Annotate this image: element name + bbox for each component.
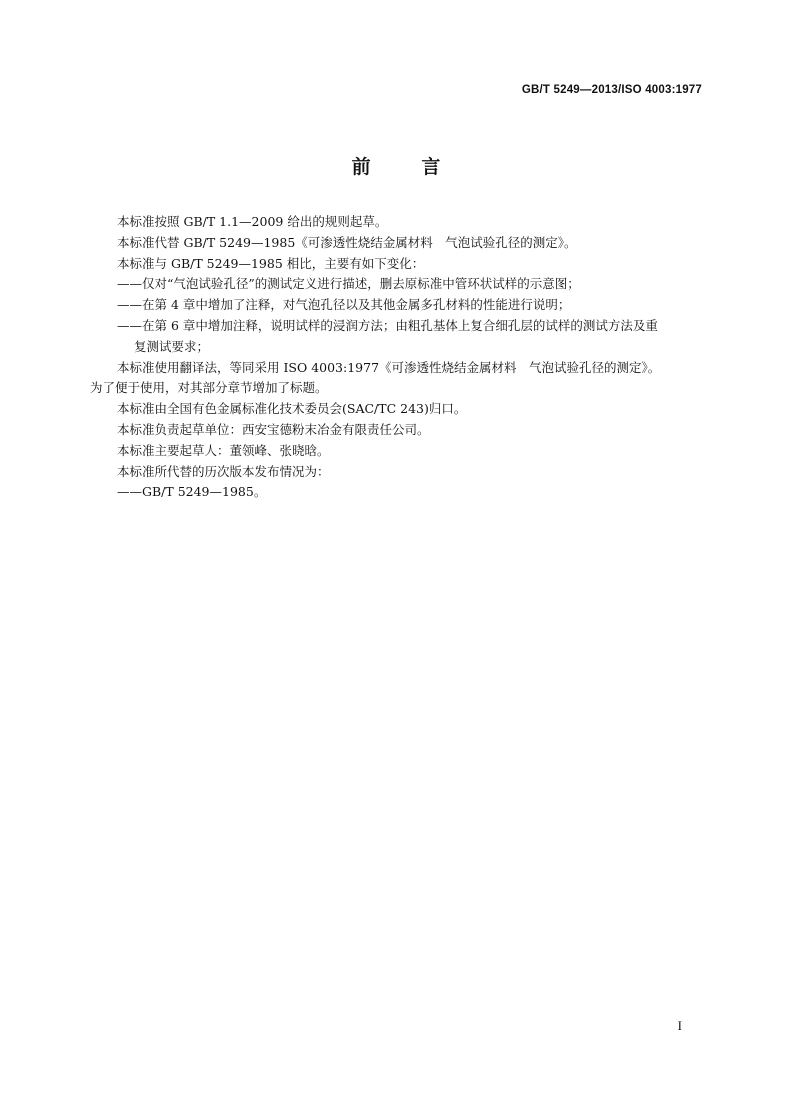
paragraph-drafting-rules: 本标准按照 GB/T 1.1—2009 给出的规则起草。 bbox=[117, 214, 388, 229]
paragraph-committee: 本标准由全国有色金属标准化技术委员会(SAC/TC 243)归口。 bbox=[117, 401, 467, 417]
page-title-char-1: 前 bbox=[351, 156, 371, 178]
paragraph-translation-method: 本标准使用翻译法，等同采用 ISO 4003:1977《可渗透性烧结金属材料 气泡试验孔径的测定》。 bbox=[117, 359, 661, 375]
list-item-change-2: ——在第 4 章中增加了注释，对气泡孔径以及其他金属多孔材料的性能进行说明； bbox=[117, 297, 571, 313]
page-title-char-2: 言 bbox=[421, 156, 441, 178]
list-item-previous-edition: ——GB/T 5249—1985。 bbox=[117, 484, 267, 500]
paragraph-translation-method-cont: 为了便于使用，对其部分章节增加了标题。 bbox=[90, 380, 328, 396]
paragraph-previous-editions: 本标准所代替的历次版本发布情况为： bbox=[117, 463, 330, 479]
standard-number-header: GB/T 5249—2013/ISO 4003:1977 bbox=[521, 84, 702, 96]
list-item-change-3: ——在第 6 章中增加注释，说明试样的浸润方法；由粗孔基体上复合细孔层的试样的测试方法及重 bbox=[117, 317, 658, 333]
paragraph-drafting-unit: 本标准负责起草单位：西安宝德粉末冶金有限责任公司。 bbox=[117, 421, 430, 437]
paragraph-drafters: 本标准主要起草人：董领峰、张晓晗。 bbox=[117, 442, 330, 458]
paragraph-changes-intro: 本标准与 GB/T 5249—1985 相比，主要有如下变化： bbox=[117, 255, 425, 271]
paragraph-replaces: 本标准代替 GB/T 5249—1985《可渗透性烧结金属材料 气泡试验孔径的测定》。 bbox=[117, 234, 577, 250]
page-title bbox=[0, 152, 792, 179]
page-number: I bbox=[677, 1018, 682, 1033]
foreword-body bbox=[90, 212, 708, 503]
list-item-change-3-cont: 复测试要求； bbox=[134, 338, 210, 354]
list-item-change-1: ——仅对“气泡试验孔径”的测试定义进行描述，删去原标准中管环状试样的示意图； bbox=[117, 276, 580, 292]
